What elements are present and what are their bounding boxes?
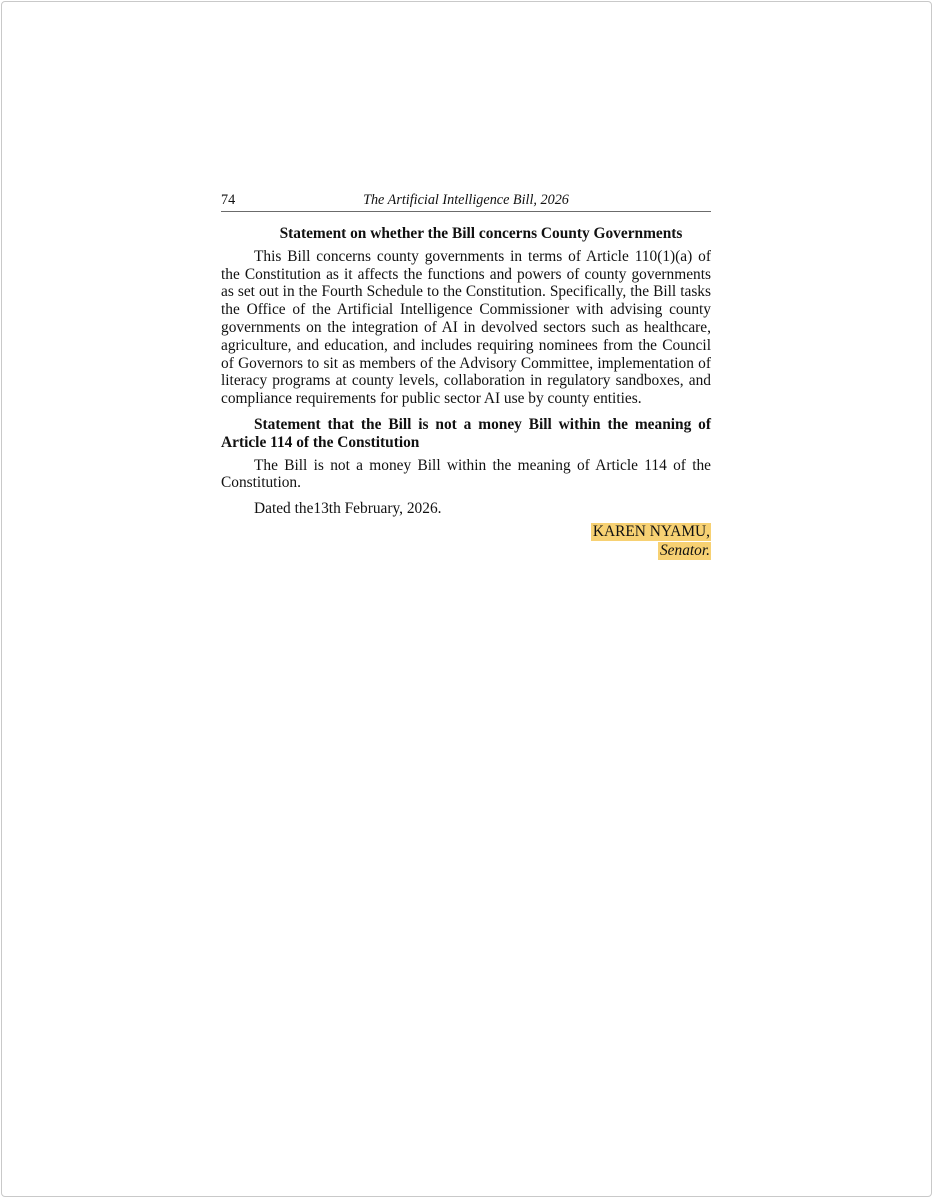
document-text-block (221, 192, 711, 560)
money-bill-paragraph: The Bill is not a money Bill within the meaning of Article 114 of the Constitution. (221, 456, 711, 492)
page-number: 74 (221, 192, 236, 208)
signatory-title: Senator. (659, 541, 710, 559)
county-governments-heading: Statement on whether the Bill concerns County Governments (279, 225, 683, 242)
money-bill-heading: Statement that the Bill is not a money Bill within the meaning of Article 114 of the Constitution (221, 415, 711, 451)
dated-line: Dated the13th February, 2026. (254, 500, 442, 518)
page-frame (1, 1, 932, 1197)
county-governments-paragraph: This Bill concerns county governments in terms of Article 110(1)(a) of the Constitution as it affects the functions and powers of county governments as set out in the Fourth Schedule to the Constitution. Specifically, the Bill tasks the Office of the Artificial Intelligence Commissioner with advising county governments on the integration of AI in devolved sectors such as healthcare, agriculture, and education, and includes requiring nominees from the Council of Governors to sit as members of the Advisory Committee, implementation of literacy programs at county levels, collaboration in regulatory sandboxes, and compliance requirements for public sector AI use by county entities. (221, 247, 711, 408)
running-title: The Artificial Intelligence Bill, 2026 (363, 192, 569, 208)
signatory-name: KAREN NYAMU, (592, 522, 710, 540)
running-header (221, 192, 711, 212)
signature-block (221, 522, 711, 560)
